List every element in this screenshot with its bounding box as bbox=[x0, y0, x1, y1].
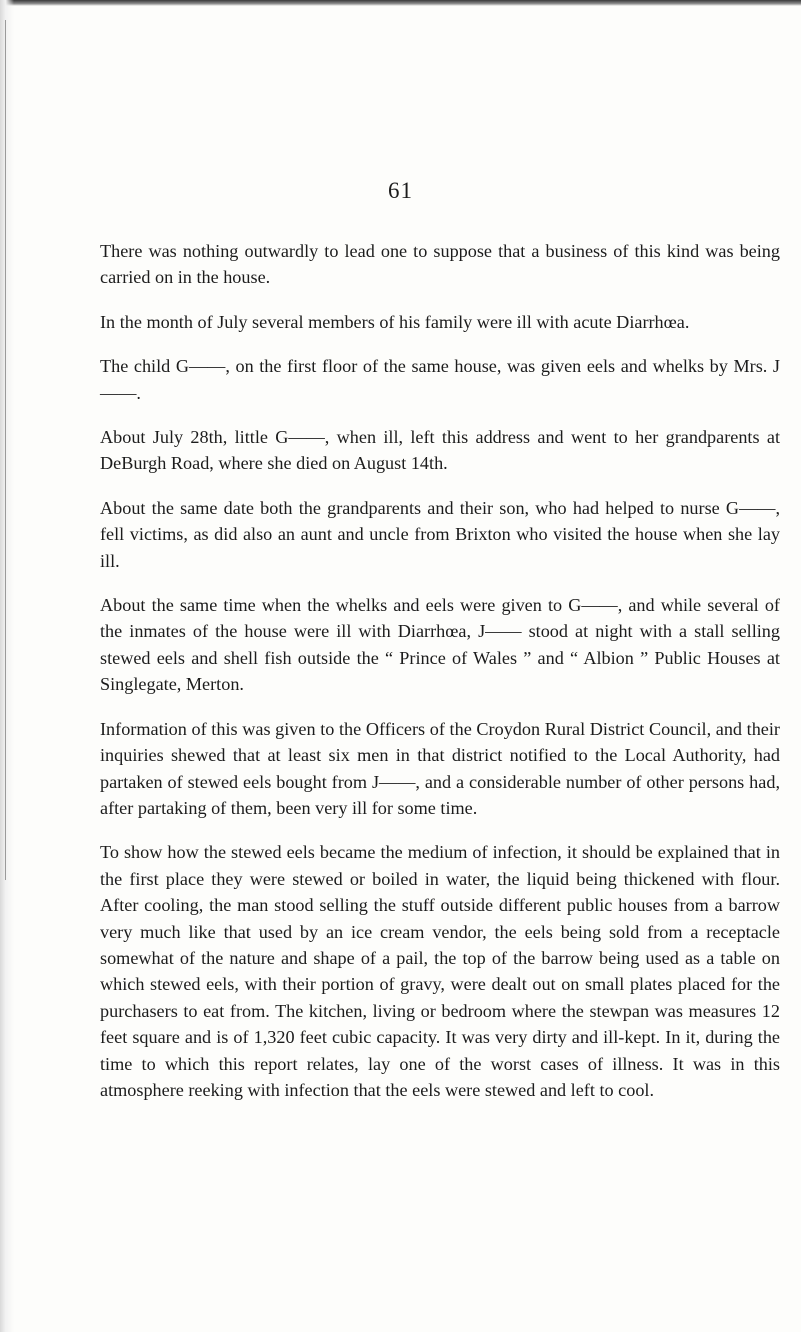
body-text bbox=[100, 238, 780, 1121]
paragraph-1: There was nothing outwardly to lead one to suppose that a business of this kind was being carried on in the house. bbox=[100, 241, 780, 288]
paragraph-7: Information of this was given to the Officers of the Croydon Rural District Council, and their inquiries shewed that at least six men in that district notified to the Local Authority, had partaken of stewed eels bought from J——, and a considerable number of other persons had, after partaking of them, been very ill for some time. bbox=[100, 718, 780, 818]
paragraph-4: About July 28th, little G——, when ill, left this address and went to her grandparents at DeBurgh Road, where she died on August 14th. bbox=[100, 427, 780, 474]
paragraph-6: About the same time when the whelks and eels were given to G——, and while several of the inmates of the house were ill with Diarrhœa, J—— stood at night with a stall selling stewed eels and shell fish outside the “ Prince of Wales ” and “ Albion ” Public Houses at Singlegate, Merton. bbox=[100, 595, 780, 695]
paragraph-5: About the same date both the grandparents and their son, who had helped to nurse G——, fell victims, as did also an aunt and uncle from Brixton who visited the house when she lay ill. bbox=[100, 497, 780, 571]
paragraph-8: To show how the stewed eels became the medium of infection, it should be explained that in the first place they were stewed or boiled in water, the liquid being thickened with flour. After cooling, the man stood selling the stuff outside different public houses from a barrow very much like that used by an ice cream vendor, the eels being sold from a receptacle somewhat of the nature and shape of a pail, the top of the barrow being used as a table on which stewed eels, with their portion of gravy, were dealt out on small plates placed for the purchasers to eat from. The kitchen, living or bedroom where the stewpan was measures 12 feet square and is of 1,320 feet cubic capacity. It was very dirty and ill-kept. In it, during the time to which this report relates, lay one of the worst cases of illness. It was in this atmosphere reeking with infection that the eels were stewed and left to cool. bbox=[100, 842, 780, 1100]
paragraph-2: In the month of July several members of his family were ill with acute Diarrhœa. bbox=[100, 311, 690, 332]
scan-top-edge bbox=[0, 0, 801, 6]
page-number: 61 bbox=[388, 178, 413, 203]
paragraph-3: The child G——, on the first floor of the same house, was given eels and whelks by Mrs. J——. bbox=[100, 356, 780, 403]
binding-rule bbox=[5, 20, 6, 880]
